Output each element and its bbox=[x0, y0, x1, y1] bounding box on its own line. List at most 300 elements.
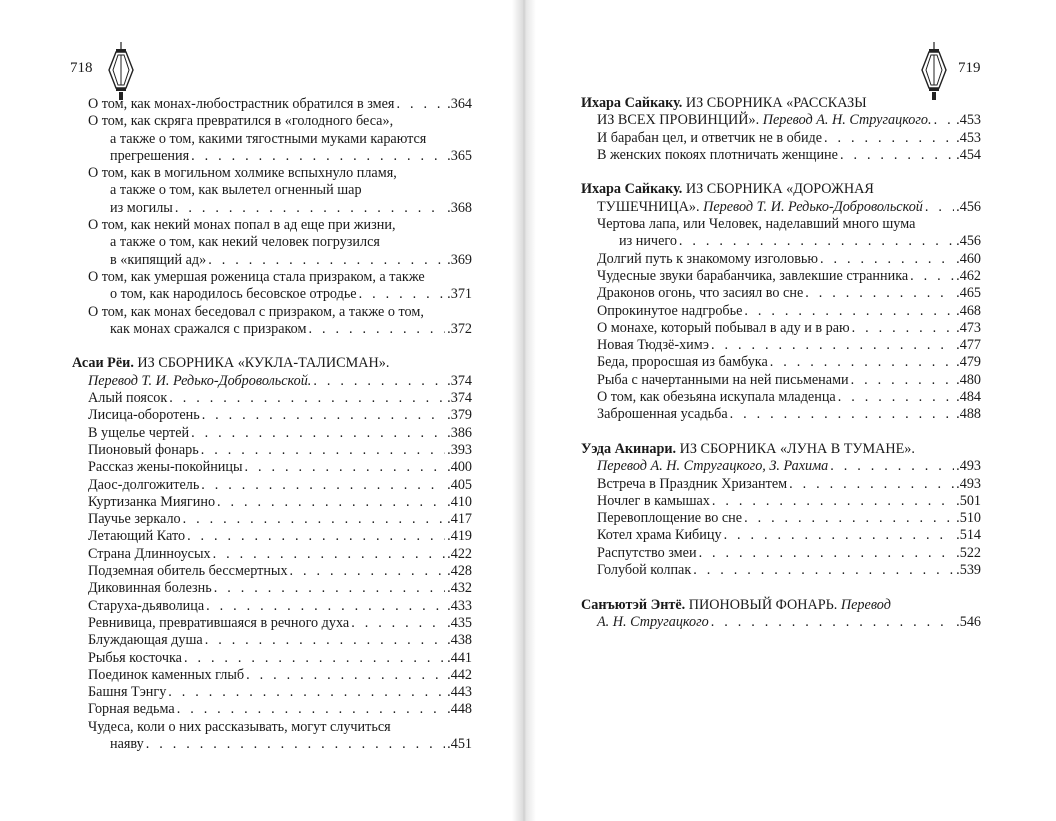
dot-leader bbox=[359, 286, 446, 303]
page-reference: .365 bbox=[447, 147, 472, 164]
toc-entry-title bbox=[88, 528, 185, 545]
toc-entry bbox=[72, 286, 472, 303]
toc-entry-title bbox=[88, 113, 393, 130]
toc-entry bbox=[72, 373, 472, 390]
page-reference: .428 bbox=[447, 563, 472, 580]
page-reference: .539 bbox=[956, 562, 981, 579]
entry-text: ИЗ СБОРНИКА «РАССКАЗЫ bbox=[682, 95, 867, 111]
toc-entry bbox=[581, 545, 981, 562]
toc-entry-title bbox=[88, 598, 204, 615]
toc-entry-title bbox=[110, 286, 357, 303]
page-reference: .374 bbox=[447, 390, 472, 407]
toc-entry bbox=[72, 131, 472, 148]
entry-text: как монах сражался с призраком bbox=[110, 320, 307, 337]
toc-section-heading bbox=[72, 355, 472, 372]
toc-entry bbox=[72, 113, 472, 130]
entry-text: из могилы bbox=[110, 199, 173, 216]
dot-leader bbox=[712, 493, 954, 510]
page-reference: .493 bbox=[956, 458, 981, 475]
toc-entry-title bbox=[581, 95, 867, 112]
toc-entry-title bbox=[88, 632, 203, 649]
page-reference: .435 bbox=[447, 614, 472, 631]
toc-entry-title bbox=[88, 719, 391, 736]
toc-entry-title bbox=[88, 494, 215, 511]
page-reference: .510 bbox=[956, 510, 981, 527]
entry-text: в «кипящий ад» bbox=[110, 251, 207, 268]
entry-text: Драконов огонь, что засиял во сне bbox=[597, 285, 804, 302]
dot-leader bbox=[202, 407, 445, 424]
entry-text: Чертова лапа, или Человек, наделавший много шума bbox=[597, 216, 916, 233]
translator-credit: Перевод Т. И. Редько-Добровольской bbox=[703, 198, 923, 215]
page-reference: .368 bbox=[447, 199, 472, 216]
translator-credit: А. Н. Стругацкого bbox=[597, 613, 709, 630]
page-reference: .432 bbox=[447, 580, 472, 597]
page-reference: .522 bbox=[956, 544, 981, 561]
entry-text: из ничего bbox=[619, 233, 677, 250]
toc-entry-title bbox=[110, 200, 173, 217]
page-reference: .460 bbox=[956, 250, 981, 267]
author-name: Ихара Сайкаку. bbox=[581, 95, 683, 111]
entry-text: В ущелье чертей bbox=[88, 424, 190, 441]
page-reference: .546 bbox=[956, 613, 981, 630]
entry-text: О том, как скряга превратился в «голодного беса», bbox=[88, 113, 394, 130]
dot-leader bbox=[789, 476, 954, 493]
toc-entry bbox=[581, 130, 981, 147]
entry-text: а также о том, как вылетел огненный шар bbox=[110, 182, 362, 199]
entry-text: а также о том, как некий человек погрузился bbox=[110, 234, 380, 251]
page-reference: .454 bbox=[956, 146, 981, 163]
toc-entry-title bbox=[597, 614, 709, 631]
entry-text: В женских покоях плотничать женщине bbox=[597, 146, 838, 163]
entry-text: Летающий Като bbox=[88, 528, 186, 545]
toc-entry bbox=[72, 494, 472, 511]
entry-text: наяву bbox=[110, 735, 144, 752]
page-reference: .400 bbox=[447, 459, 472, 476]
toc-entry-title bbox=[72, 355, 389, 372]
toc-entry bbox=[72, 165, 472, 182]
right-page-contents bbox=[581, 95, 981, 631]
dot-leader bbox=[246, 667, 445, 684]
entry-text: Рыбья косточка bbox=[88, 649, 182, 666]
entry-text: Алый поясок bbox=[88, 390, 168, 407]
toc-entry bbox=[581, 303, 981, 320]
toc-entry-title bbox=[88, 650, 182, 667]
toc-entry bbox=[72, 390, 472, 407]
toc-entry-title bbox=[597, 112, 932, 129]
page-reference: .473 bbox=[956, 319, 981, 336]
dot-leader bbox=[168, 684, 445, 701]
dot-leader bbox=[711, 614, 954, 631]
toc-entry-title bbox=[581, 181, 874, 198]
toc-entry-title bbox=[110, 736, 144, 753]
toc-entry bbox=[72, 580, 472, 597]
toc-entry-title bbox=[88, 701, 175, 718]
entry-text: ИЗ СБОРНИКА «ЛУНА В ТУМАНЕ». bbox=[676, 440, 915, 457]
right-page-number: 719 bbox=[958, 60, 981, 76]
entry-text: Заброшенная усадьба bbox=[597, 406, 728, 423]
dot-leader bbox=[351, 615, 445, 632]
toc-entry-title bbox=[88, 546, 211, 563]
toc-entry bbox=[581, 251, 981, 268]
toc-entry bbox=[72, 442, 472, 459]
dot-leader bbox=[730, 406, 955, 423]
page-reference: .443 bbox=[447, 684, 472, 701]
toc-entry bbox=[581, 372, 981, 389]
page-reference: .438 bbox=[447, 632, 472, 649]
dot-leader bbox=[805, 285, 954, 302]
toc-entry-title bbox=[597, 199, 923, 216]
toc-entry-title bbox=[88, 165, 397, 182]
toc-entry-title bbox=[597, 147, 838, 164]
toc-entry-title bbox=[88, 580, 212, 597]
entry-text: Горная ведьма bbox=[88, 701, 175, 718]
toc-entry bbox=[581, 233, 981, 250]
toc-entry bbox=[581, 199, 981, 216]
dot-leader bbox=[830, 458, 954, 475]
entry-text: Рыба с начертанными на ней письменами bbox=[597, 371, 849, 388]
toc-section-heading bbox=[581, 597, 981, 614]
toc-entry-title bbox=[619, 233, 677, 250]
dot-leader bbox=[851, 372, 955, 389]
toc-entry bbox=[581, 476, 981, 493]
page-reference: .371 bbox=[447, 286, 472, 303]
entry-text: ИЗ СБОРНИКА «КУКЛА-ТАЛИСМАН». bbox=[133, 355, 390, 372]
entry-text: Опрокинутое надгробье bbox=[597, 302, 743, 319]
entry-text: Чудесные звуки барабанчика, завлекшие странника bbox=[597, 267, 909, 284]
dot-leader bbox=[177, 701, 445, 718]
dot-leader bbox=[724, 527, 955, 544]
page-reference: .441 bbox=[447, 649, 472, 666]
toc-entry bbox=[72, 200, 472, 217]
page-reference: .364 bbox=[447, 96, 472, 112]
entry-text: о том, как народилось бесовское отродье bbox=[110, 286, 357, 303]
page-reference: .410 bbox=[447, 493, 472, 510]
dot-leader bbox=[824, 130, 954, 147]
dot-leader bbox=[711, 337, 954, 354]
page-reference: .386 bbox=[447, 424, 472, 441]
toc-entry-title bbox=[88, 425, 189, 442]
entry-text: Беда, проросшая из бамбука bbox=[597, 354, 768, 371]
dot-leader bbox=[201, 442, 445, 459]
toc-entry bbox=[72, 650, 472, 667]
toc-entry bbox=[72, 719, 472, 736]
toc-section-heading bbox=[581, 441, 981, 458]
dot-leader bbox=[699, 545, 955, 562]
toc-entry-title bbox=[597, 389, 836, 406]
toc-entry bbox=[72, 148, 472, 165]
toc-entry-title bbox=[597, 285, 803, 302]
toc-entry bbox=[72, 96, 472, 113]
entry-text: О том, как монах беседовал с призраком, а также о том, bbox=[88, 303, 424, 320]
entry-text: Паучье зеркало bbox=[88, 511, 181, 528]
page-reference: .480 bbox=[956, 371, 981, 388]
entry-text: Встреча в Праздник Хризантем bbox=[597, 475, 788, 492]
toc-entry bbox=[581, 337, 981, 354]
page-reference: .465 bbox=[956, 285, 981, 302]
entry-text: ИЗ ВСЕХ ПРОВИНЦИЙ». bbox=[597, 112, 763, 129]
entry-text: Рассказ жены-покойницы bbox=[88, 459, 243, 476]
toc-entry-title bbox=[88, 511, 181, 528]
entry-text: Распутство змеи bbox=[597, 544, 697, 561]
entry-text: Куртизанка Миягино bbox=[88, 493, 216, 510]
toc-entry bbox=[72, 234, 472, 251]
toc-entry-title bbox=[88, 304, 424, 321]
toc-entry bbox=[72, 182, 472, 199]
page-reference: .456 bbox=[956, 198, 981, 215]
toc-entry-title bbox=[88, 615, 349, 632]
dot-leader bbox=[838, 389, 954, 406]
dot-leader bbox=[840, 147, 954, 164]
toc-entry-title bbox=[597, 562, 691, 579]
toc-entry-title bbox=[597, 545, 697, 562]
toc-entry bbox=[72, 528, 472, 545]
entry-text: Голубой колпак bbox=[597, 562, 692, 579]
dot-leader bbox=[169, 390, 445, 407]
page-reference: .374 bbox=[447, 372, 472, 389]
toc-entry-title bbox=[581, 597, 891, 614]
toc-entry-title bbox=[88, 390, 167, 407]
dot-leader bbox=[191, 148, 445, 165]
dot-leader bbox=[184, 650, 445, 667]
page-reference: .442 bbox=[447, 666, 472, 683]
entry-text: Поединок каменных глыб bbox=[88, 666, 245, 683]
toc-entry bbox=[581, 354, 981, 371]
toc-section-heading bbox=[581, 95, 981, 112]
dot-leader bbox=[744, 510, 954, 527]
toc-entry-title bbox=[88, 269, 425, 286]
entry-text: И барабан цел, и ответчик не в обиде bbox=[597, 129, 823, 146]
page-reference: .453 bbox=[956, 112, 981, 129]
dot-leader bbox=[206, 598, 445, 615]
page-reference: .514 bbox=[956, 527, 981, 544]
page-reference: .369 bbox=[447, 251, 472, 268]
page-reference: .462 bbox=[956, 267, 981, 284]
left-page-number: 718 bbox=[70, 60, 93, 76]
page-reference: .501 bbox=[956, 492, 981, 509]
page-reference: .488 bbox=[956, 406, 981, 423]
dot-leader bbox=[693, 562, 954, 579]
entry-text: О том, как умершая роженица стала призраком, а также bbox=[88, 268, 425, 285]
toc-entry-title bbox=[110, 234, 380, 251]
entry-text: Лисица-оборотень bbox=[88, 407, 200, 424]
page-reference: .393 bbox=[447, 441, 472, 458]
dot-leader bbox=[910, 268, 954, 285]
toc-entry bbox=[72, 684, 472, 701]
toc-entry bbox=[72, 511, 472, 528]
toc-entry bbox=[72, 546, 472, 563]
toc-entry-title bbox=[597, 458, 828, 475]
page-reference: .456 bbox=[956, 233, 981, 250]
toc-entry-title bbox=[597, 303, 742, 320]
translator-credit: Перевод Т. И. Редько-Добровольской. bbox=[88, 372, 312, 389]
toc-entry-title bbox=[110, 321, 306, 338]
toc-entry-title bbox=[581, 441, 915, 458]
dot-leader bbox=[191, 425, 445, 442]
lantern-ornament-icon bbox=[108, 42, 134, 102]
entry-text: О том, как обезьяна искупала младенца bbox=[597, 389, 836, 406]
toc-entry bbox=[72, 632, 472, 649]
entry-text: Подземная обитель бессмертных bbox=[88, 563, 288, 580]
toc-entry bbox=[581, 268, 981, 285]
toc-entry-title bbox=[597, 130, 822, 147]
toc-entry-title bbox=[88, 407, 200, 424]
entry-text: О том, как некий монах попал в ад еще при жизни, bbox=[88, 217, 396, 234]
dot-leader bbox=[744, 303, 954, 320]
toc-entry-title bbox=[88, 442, 199, 459]
author-name: Санъютэй Энтё. bbox=[581, 596, 686, 613]
entry-text: Старуха-дьяволица bbox=[88, 597, 205, 614]
translator-credit: Перевод А. Н. Стругацкого, З. Рахима bbox=[597, 458, 829, 475]
dot-leader bbox=[201, 477, 445, 494]
toc-entry-title bbox=[597, 268, 908, 285]
page-reference: .405 bbox=[447, 476, 472, 493]
entry-text: Блуждающая душа bbox=[88, 632, 203, 649]
page-reference: .422 bbox=[447, 545, 472, 562]
toc-entry bbox=[581, 389, 981, 406]
toc-entry bbox=[581, 510, 981, 527]
author-name: Уэда Акинари. bbox=[581, 440, 677, 457]
toc-entry bbox=[72, 667, 472, 684]
page-reference: .433 bbox=[447, 597, 472, 614]
toc-entry bbox=[581, 112, 981, 129]
book-gutter bbox=[512, 0, 536, 821]
entry-text: ИЗ СБОРНИКА «ДОРОЖНАЯ bbox=[682, 181, 874, 198]
entry-text: О монахе, который побывал в аду и в раю bbox=[597, 319, 850, 336]
dot-leader bbox=[208, 252, 445, 269]
dot-leader bbox=[679, 233, 954, 250]
toc-entry-title bbox=[597, 337, 709, 354]
toc-entry-title bbox=[88, 667, 244, 684]
entry-text: Даос-долгожитель bbox=[88, 476, 200, 493]
toc-entry bbox=[581, 493, 981, 510]
translator-credit: Перевод А. Н. Стругацкого. bbox=[762, 112, 932, 129]
dot-leader bbox=[852, 320, 955, 337]
dot-leader bbox=[183, 511, 446, 528]
toc-entry bbox=[581, 216, 981, 233]
toc-entry-title bbox=[110, 131, 426, 148]
toc-entry bbox=[72, 252, 472, 269]
page-reference: .417 bbox=[447, 511, 472, 528]
page-reference: .379 bbox=[447, 407, 472, 424]
toc-entry-title bbox=[110, 182, 362, 199]
entry-text: Диковинная болезнь bbox=[88, 580, 212, 597]
toc-entry bbox=[72, 563, 472, 580]
entry-text: Пионовый фонарь bbox=[88, 441, 199, 458]
toc-entry-title bbox=[88, 477, 199, 494]
entry-text: прегрешения bbox=[110, 147, 190, 164]
author-name: Ихара Сайкаку. bbox=[581, 181, 683, 198]
entry-text: Перевоплощение во сне bbox=[597, 510, 743, 527]
dot-leader bbox=[245, 459, 446, 476]
toc-entry-title bbox=[597, 493, 710, 510]
dot-leader bbox=[205, 632, 445, 649]
dot-leader bbox=[934, 112, 955, 129]
toc-entry bbox=[72, 598, 472, 615]
toc-entry-title bbox=[110, 252, 206, 269]
entry-text: ПИОНОВЫЙ ФОНАРЬ. bbox=[685, 596, 841, 613]
toc-entry bbox=[72, 321, 472, 338]
toc-entry-title bbox=[597, 320, 850, 337]
toc-entry-title bbox=[88, 459, 243, 476]
page-reference: .453 bbox=[956, 129, 981, 146]
author-name: Асаи Рёи. bbox=[72, 355, 134, 372]
page-reference: .468 bbox=[956, 302, 981, 319]
dot-leader bbox=[290, 563, 446, 580]
entry-text: Котел храма Кибицу bbox=[597, 527, 722, 544]
dot-leader bbox=[770, 354, 954, 371]
page-reference: .493 bbox=[956, 475, 981, 492]
page-reference: .477 bbox=[956, 337, 981, 354]
entry-text: Чудеса, коли о них рассказывать, могут случиться bbox=[88, 718, 391, 735]
page-reference: .372 bbox=[447, 320, 472, 337]
toc-entry-title bbox=[88, 563, 288, 580]
toc-entry-title bbox=[110, 148, 189, 165]
toc-entry-title bbox=[597, 510, 742, 527]
entry-text: Башня Тэнгу bbox=[88, 684, 167, 701]
page-reference: .419 bbox=[447, 528, 472, 545]
entry-text: Ночлег в камышах bbox=[597, 492, 710, 509]
page-reference: .484 bbox=[956, 389, 981, 406]
toc-section-heading bbox=[581, 181, 981, 198]
entry-text: О том, как монах-любострастник обратился в змея bbox=[88, 96, 395, 112]
toc-entry bbox=[72, 615, 472, 632]
left-page-contents bbox=[72, 96, 472, 753]
toc-entry-title bbox=[597, 476, 787, 493]
toc-entry bbox=[72, 269, 472, 286]
toc-entry bbox=[72, 407, 472, 424]
entry-text: Ревнивица, превратившаяся в речного духа bbox=[88, 614, 350, 631]
toc-entry bbox=[72, 217, 472, 234]
toc-entry bbox=[581, 406, 981, 423]
toc-entry bbox=[581, 527, 981, 544]
toc-entry bbox=[72, 304, 472, 321]
toc-entry bbox=[581, 614, 981, 631]
entry-text: О том, как в могильном холмике вспыхнуло пламя, bbox=[88, 165, 397, 182]
dot-leader bbox=[396, 96, 445, 113]
toc-entry-title bbox=[88, 217, 396, 234]
entry-text: Новая Тюдзё-химэ bbox=[597, 337, 710, 354]
page-reference: .451 bbox=[447, 735, 472, 752]
dot-leader bbox=[214, 580, 445, 597]
lantern-ornament-icon bbox=[921, 42, 947, 102]
toc-entry-title bbox=[597, 354, 768, 371]
toc-entry-title bbox=[597, 406, 728, 423]
entry-text: а также о том, какими тягостными муками караются bbox=[110, 130, 427, 147]
toc-entry bbox=[581, 458, 981, 475]
toc-entry-title bbox=[597, 372, 849, 389]
toc-entry-title bbox=[88, 96, 394, 113]
dot-leader bbox=[187, 528, 445, 545]
dot-leader bbox=[820, 251, 954, 268]
toc-entry bbox=[72, 477, 472, 494]
entry-text: ТУШЕЧНИЦА». bbox=[597, 198, 704, 215]
dot-leader bbox=[213, 546, 446, 563]
entry-text: Страна Длинноусых bbox=[88, 545, 211, 562]
toc-entry bbox=[72, 736, 472, 753]
dot-leader bbox=[146, 736, 445, 753]
dot-leader bbox=[308, 321, 445, 338]
toc-entry bbox=[72, 425, 472, 442]
toc-entry-title bbox=[597, 527, 722, 544]
toc-entry-title bbox=[597, 216, 915, 233]
page-reference: .479 bbox=[956, 354, 981, 371]
page-reference: .448 bbox=[447, 701, 472, 718]
toc-entry-title bbox=[597, 251, 818, 268]
translator-credit: Перевод bbox=[840, 596, 891, 613]
toc-entry bbox=[72, 701, 472, 718]
toc-entry bbox=[581, 320, 981, 337]
entry-text: Долгий путь к знакомому изголовью bbox=[597, 250, 818, 267]
